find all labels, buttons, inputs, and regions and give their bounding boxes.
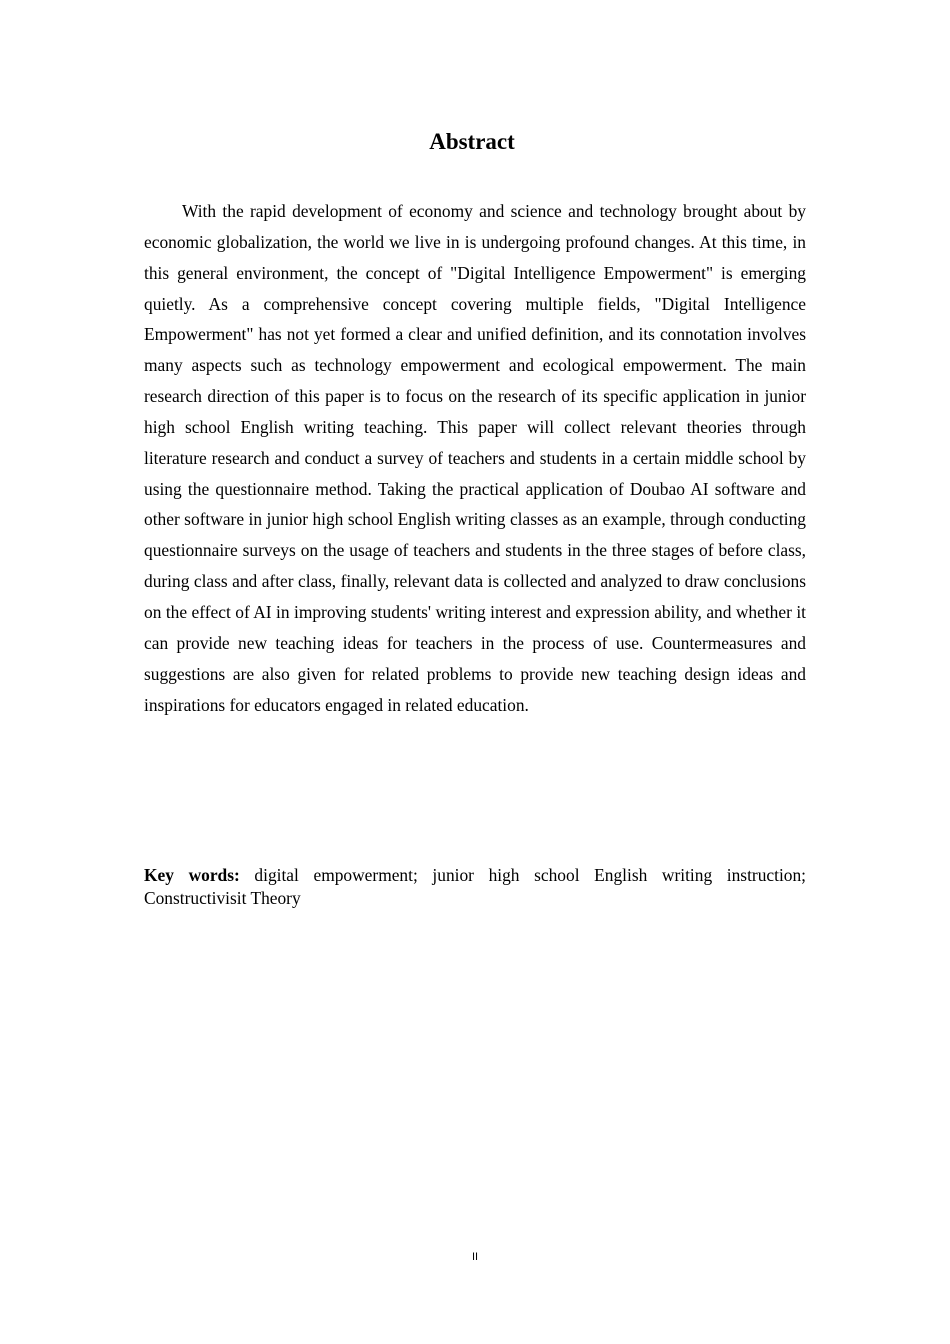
- keywords-paragraph: [144, 864, 806, 910]
- abstract-title: Abstract: [429, 129, 515, 154]
- page-number: II: [471, 1251, 479, 1263]
- keywords-text: digital empowerment; junior high school English writing instruction; Constructivisit Theory: [144, 865, 807, 908]
- abstract-body: With the rapid development of economy and science and technology brought about by economic globalization, the world we live in is undergoing profound changes. At this time, in this general environment, the concept of "Digital Intelligence Empowerment" is emerging quietly. As a comprehensive concept covering multiple fields, "Digital Intelligence Empowerment" has not yet formed a clear and unified definition, and its connotation involves many aspects such as technology empowerment and ecological empowerment. The main research direction of this paper is to focus on the research of its specific application in junior high school English writing teaching. This paper will collect relevant theories through literature research and conduct a survey of teachers and students in a certain middle school by using the questionnaire method. Taking the practical application of Doubao AI software and other software in junior high school English writing classes as an example, through conducting questionnaire surveys on the usage of teachers and students in the three stages of before class, during class and after class, finally, relevant data is collected and analyzed to draw conclusions on the effect of AI in improving students' writing interest and expression ability, and whether it can provide new teaching ideas for teachers in the process of use. Countermeasures and suggestions are also given for related problems to provide new teaching design ideas and inspirations for educators engaged in related education.: [144, 201, 806, 715]
- keywords-label: Key words:: [144, 865, 240, 885]
